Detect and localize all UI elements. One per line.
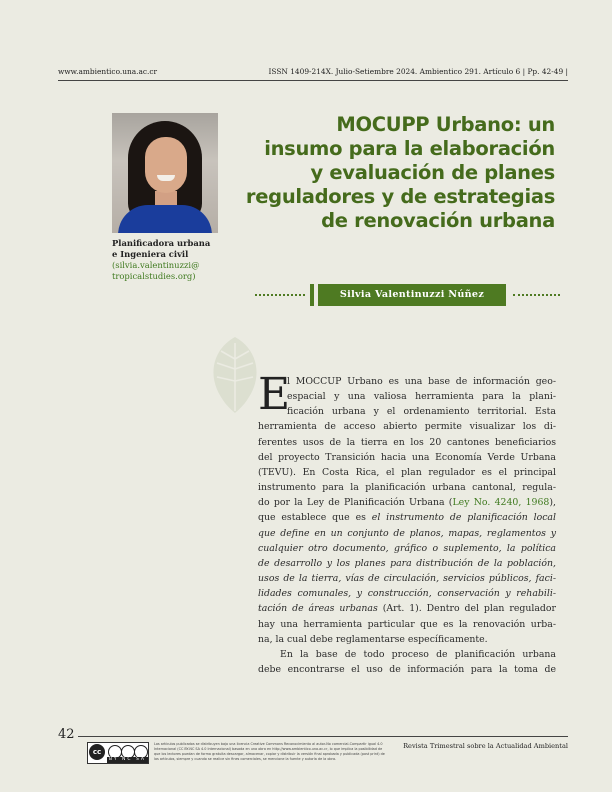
header-url: www.ambientico.una.ac.cr [58,67,158,76]
body-line: l MOCCUP Urbano es una base de información geo- [287,376,556,387]
body-line: que define en un conjunto de planos, mapas, reglamentos y [258,527,556,539]
title-line: insumo para la elaboración [264,137,555,160]
title-line: MOCUPP Urbano: un [336,113,555,136]
author-role-line2: e Ingeniera civil [112,249,189,259]
author-band-stripe [310,284,314,306]
cc-label: BY NC SA [107,757,148,763]
body-line: que establece que es el instrumento de planificación local [258,512,556,524]
drop-cap: E [258,369,291,420]
body-line: del proyecto Transición hacia una Economía Verde Urbana [258,451,556,463]
body-line: instrumento para la planificación urbana cantonal, regula- [258,482,556,494]
title-line: de renovación urbana [321,209,555,232]
leaf-watermark-icon [205,335,265,415]
author-role-line1: Planificadora urbana [112,238,211,248]
header-rule [58,80,568,81]
cc-icon: cc [89,744,105,760]
author-band [255,284,560,306]
author-name: Silvia Valentinuzzi Núñez [318,284,506,306]
journal-name: Revista Trimestral sobre la Actualidad Ambiental [403,742,568,750]
dotted-rule-left [255,294,305,296]
body-line: na, la cual debe reglamentarse específicamente. [258,633,488,645]
header-issn: ISSN 1409-214X. Julio-Setiembre 2024. Ambientico 291. Artículo 6 | Pp. 42-49 | [268,67,568,76]
body-line: herramienta de acceso abierto permite visualizar los di- [258,421,556,433]
law-citation-link[interactable]: Ley No. 4240, 1968 [452,497,550,509]
body-line: do por la Ley de Planificación Urbana (Ley No. 4240, 1968), [258,497,556,509]
article-body [258,369,556,677]
footer-rule [78,736,568,737]
body-line: de desarrollo y los planes para distribución de la población, [258,557,556,569]
article-title [240,113,555,233]
cc-license-badge[interactable] [87,742,149,764]
author-caption [112,238,232,282]
author-email[interactable]: (silvia.valentinuzzi@ tropicalstudies.org) [112,260,200,281]
body-line: ficación urbana y el ordenamiento territorial. Esta [287,406,556,418]
body-line: (TEVU). En Costa Rica, el plan regulador es el principal [258,466,556,478]
license-text: Los artículos publicados se distribuyen bajo una licencia Creative Commons Reconocimiento al autor-No comercial-Compartir igual 4.0 Internacional (CC BY-NC SA 4.0 Internacional) basada en una obra en http://www.ambientico.una.ac.cr, lo que implica la posibilidad de que los lectores puedan de forma gratuita descargar, almacenar, copiar y distribuir la versión final aprobada y publicada (post print) de los artículos, siempre y cuando se realice sin fines comerciales, se mencione la fuente y autoría de la obra. [154,742,385,761]
dotted-rule-right [513,294,560,296]
body-line: lidades comunales, y construcción, conservación y rehabili- [258,588,556,600]
author-photo [112,113,218,233]
title-line: y evaluación de planes [310,161,555,184]
body-line: espacial y una valiosa herramienta para la plani- [287,391,556,403]
body-line: debe encontrarse el uso de información para la toma de [258,663,556,675]
body-line: cualquier otro documento, gráfico o suplemento, la política [258,542,556,554]
body-line: En la base de todo proceso de planificación urbana [280,648,556,660]
page-number: 42 [58,727,75,742]
body-line: ferentes usos de la tierra en los 20 cantones beneficiarios [258,436,556,448]
body-line: tación de áreas urbanas (Art. 1). Dentro del plan regulador [258,603,556,615]
body-line: usos de la tierra, vías de circulación, servicios públicos, faci- [258,573,556,585]
title-line: reguladores y de estrategias [245,185,555,208]
body-line: hay una herramienta particular que es la renovación urba- [258,618,556,630]
